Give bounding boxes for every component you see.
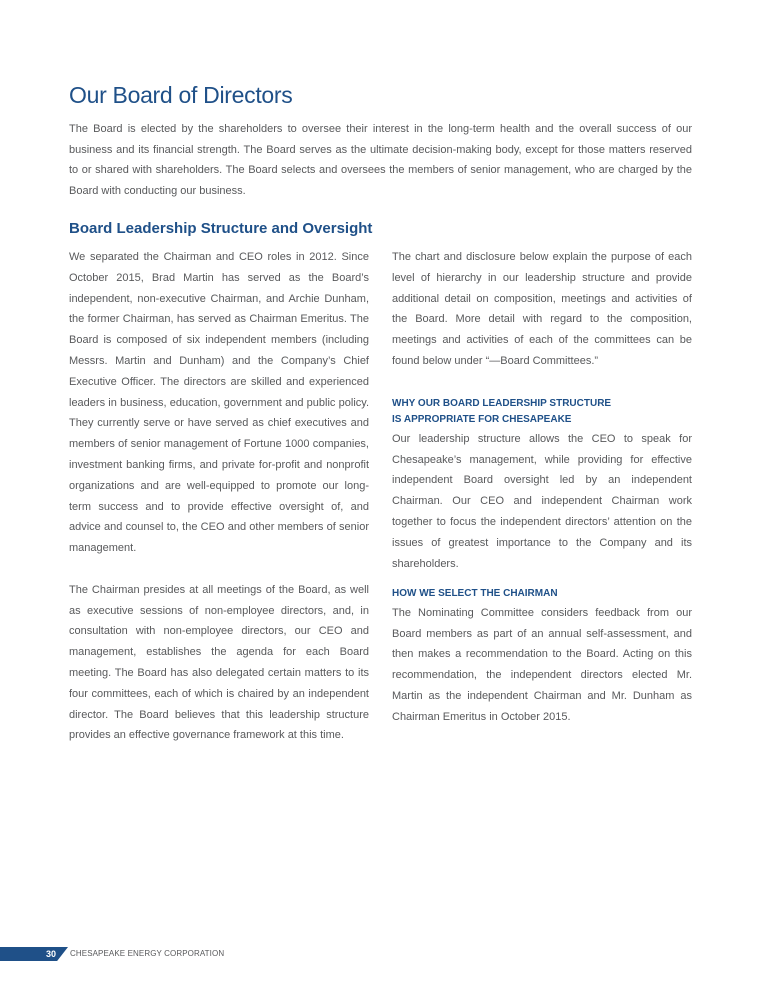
paragraph-spacer bbox=[392, 372, 692, 396]
right-paragraph-3: The Nominating Committee considers feedback from our Board members as part of an annual self-assessment, and then makes a recommendation to the Board. Acting on this recommendation, the independent directors elected Mr. Martin as the independent Chairman and Mr. Dunham as Chairman Emeritus in October 2015. bbox=[392, 606, 692, 723]
subhead-select-chairman: HOW WE SELECT THE CHAIRMAN bbox=[392, 588, 558, 600]
paragraph-spacer bbox=[69, 559, 369, 580]
paragraph-spacer bbox=[392, 574, 692, 586]
intro-paragraph: The Board is elected by the shareholders to oversee their interest in the long-term health and the overall success of our business and its financial strength. The Board serves as the ultimate decision-making body, except for those matters reserved to or shared with shareholders. The Board selects and oversees the members of senior management, who are charged by the Board with conducting our business. bbox=[69, 123, 692, 197]
right-paragraph-1: The chart and disclosure below explain the purpose of each level of hierarchy in our leadership structure and provide additional detail on composition, meetings and activities of the Board. More detail with regard to the composition, meetings and activities of each of the committees can be found below under “—Board Committees.” bbox=[392, 251, 692, 367]
footer-company-name: CHESAPEAKE ENERGY CORPORATION bbox=[70, 949, 225, 958]
section-title: Board Leadership Structure and Oversight bbox=[69, 220, 373, 237]
subhead-why-structure-line-2: IS APPROPRIATE FOR CHESAPEAKE bbox=[392, 414, 572, 426]
subhead-why-structure: WHY OUR BOARD LEADERSHIP STRUCTURE bbox=[392, 397, 612, 409]
left-paragraph-1: We separated the Chairman and CEO roles in 2012. Since October 2015, Brad Martin has served as the Board’s independent, non-executive Chairman, and Archie Dunham, the former Chairman, has served as Chairman Emeritus. The Board is composed of six independent members (including Messrs. Martin and Dunham) and the Company’s Chief Executive Officer. The directors are skilled and experienced leaders in business, education, government and public policy. They currently serve or have served as chief executives and members of senior management of Fortune 1000 companies, investment banking firms, and private for-profit and nonprofit organizations and are well-equipped to promote our long-term success and to provide effective oversight of, and advice and counsel to, the CEO and other members of senior management. bbox=[69, 251, 369, 555]
page-number: 30 bbox=[45, 949, 56, 959]
left-paragraph-2: The Chairman presides at all meetings of the Board, as well as executive sessions of non-employee directors, and, in consultation with non-employee directors, our CEO and management, establishes the agenda for each Board meeting. The Board has also delegated certain matters to its four committees, each of which is chaired by an independent director. The Board believes that this leadership structure provides an effective governance framework at this time. bbox=[69, 583, 369, 742]
right-column bbox=[392, 247, 692, 728]
page-title: Our Board of Directors bbox=[69, 82, 293, 108]
right-paragraph-2: Our leadership structure allows the CEO to speak for Chesapeake’s management, while providing for effective independent Board oversight led by an independent Chairman. Our CEO and independent Chairman work together to focus the independent directors’ attention on the issues of greatest importance to the Company and its shareholders. bbox=[392, 432, 692, 570]
left-column bbox=[69, 247, 369, 746]
